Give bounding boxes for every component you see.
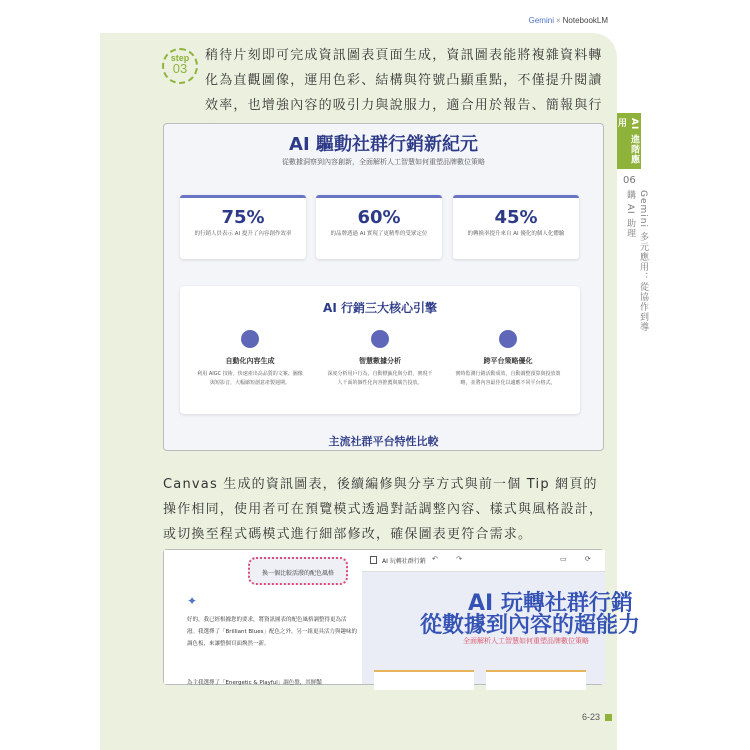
stat-card	[453, 195, 579, 259]
preview-subtitle: 全面解析人工智慧如何重塑品牌數位策略	[463, 637, 589, 645]
engine-desc: 實時監測行銷活動成效，自動調整預算與投放策略，並將內容最佳化以適應不同平台格式。	[455, 371, 561, 386]
platform-compare-title: 主流社群平台特性比較	[328, 435, 439, 448]
stat-desc: 的品牌透過 AI 實現了更精準的受眾定位	[330, 231, 428, 237]
stat-card	[316, 195, 442, 259]
instruction-paragraph: 稍待片刻即可完成資訊圖表頁面生成，資訊圖表能將複雜資料轉化為直觀圖像，運用色彩、結構與符號凸顯重點，不僅提升閱讀效率，也增強內容的吸引力與說服力，適合用於報告、簡報與行	[205, 48, 603, 113]
engine-name: 智慧數據分析	[359, 357, 401, 365]
engine-dot-icon	[499, 330, 517, 348]
engine-item	[448, 330, 568, 387]
core-engines-title: AI 行銷三大核心引擎	[323, 301, 437, 315]
engine-dot-icon	[241, 330, 259, 348]
stat-value: 75%	[221, 207, 265, 228]
engine-name: 跨平台策略優化	[483, 357, 533, 365]
notebooklm-logo-text: NotebookLM	[562, 16, 608, 25]
assistant-reply: 好的，我已經根據您的要求，將資訊圖表的配色風格調整得更為活潑。我選擇了「Brilliant Blues」配色之外，另一組更具活力與趣味的調色板，來讓整個頁面煥然一新。	[187, 617, 357, 647]
preview-doc-name[interactable]: AI 玩轉社群行銷	[382, 558, 426, 565]
engine-dot-icon	[371, 330, 389, 348]
stat-card	[180, 195, 306, 259]
preview-panel	[362, 550, 641, 684]
stat-value: 60%	[357, 207, 401, 228]
document-icon	[370, 556, 377, 564]
canvas-screenshot	[163, 549, 641, 686]
sparkle-icon: ✦	[187, 594, 198, 608]
user-message-bubble: 換一個比較活潑的配色風格	[248, 557, 348, 585]
explanation-paragraph: Canvas 生成的資訊圖表，後續編修與分享方式與前一個 Tip 網頁的操作相同，使用者可在預覽模式透過對話調整內容、樣式與風格設計，或切換至程式碼模式進行細部修改，確保圖表更符合需求。	[163, 477, 604, 542]
infographic-screenshot	[163, 123, 604, 451]
toolbar-right-icons[interactable]: ▭ ⟳	[560, 555, 599, 563]
preview-toolbar	[362, 550, 605, 572]
page-number: 6-23	[582, 712, 601, 722]
page-marker	[605, 714, 612, 721]
core-engines-card	[180, 286, 580, 414]
undo-redo-icons[interactable]: ↶ ↷	[432, 555, 470, 563]
stat-value: 45%	[494, 207, 538, 228]
preview-card	[374, 670, 474, 690]
chapter-title: Gemini 多元應用：從協作到導購 AI 助理	[625, 190, 648, 332]
logo-separator: ×	[555, 16, 561, 25]
chapter-tab: AI 進階應用	[617, 113, 641, 169]
preview-title-line2: 從數據到內容的超能力	[420, 613, 641, 638]
chat-panel	[164, 550, 360, 684]
stat-desc: 的轉換率提升來自 AI 優化的個人化體驗	[467, 231, 565, 237]
engine-item	[320, 330, 440, 387]
infographic-title: AI 驅動社群行銷新紀元	[289, 134, 478, 155]
step-badge	[162, 48, 198, 84]
engine-desc: 利用 AIGC 技術，快速產出高品質的文案、圖像與短影音，大幅縮短創意產製週期。	[197, 371, 303, 386]
stat-desc: 的行銷人員表示 AI 提升了內容創作效率	[194, 231, 292, 237]
gemini-logo-text: Gemini	[528, 16, 554, 25]
engine-name: 自動化內容生成	[225, 357, 275, 365]
header-logo	[529, 16, 608, 25]
infographic-subtitle: 從數據洞察到內容創新，全面解析人工智慧如何重塑品牌數位策略	[282, 158, 485, 166]
engine-item	[190, 330, 310, 387]
preview-card	[486, 670, 586, 690]
engine-desc: 深度分析用戶行為，自動標籤化與分群，實現千人千面的個性化內容推薦與廣告投放。	[327, 371, 433, 386]
preview-title-line1: AI 玩轉社群行銷	[468, 591, 633, 616]
step-number: 03	[172, 61, 188, 76]
chapter-number: 06	[623, 175, 636, 186]
assistant-reply-cut: 為主我選擇了「Energetic & Playful」調色盤，其鮮豔	[187, 680, 322, 686]
step-label: step	[170, 53, 190, 63]
